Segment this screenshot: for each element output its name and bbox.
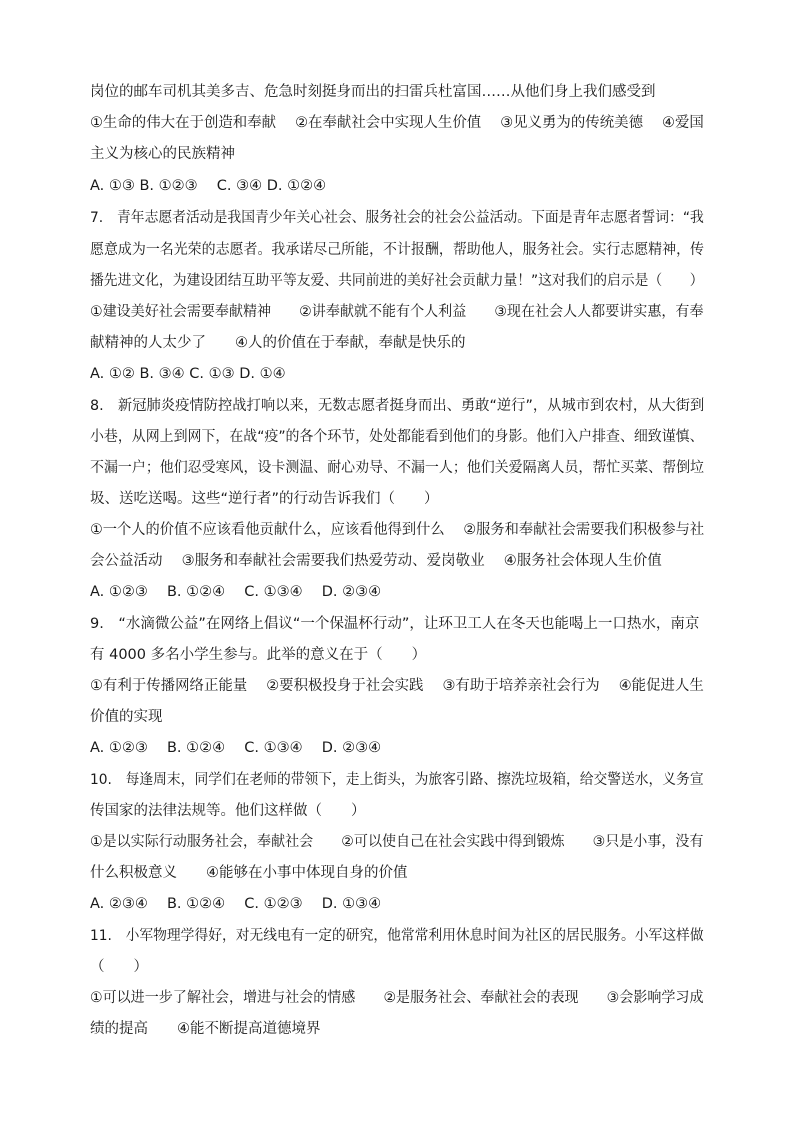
- text-line: 11. 小军物理学得好，对无线电有一定的研究，他常常利用休息时间为社区的居民服务。小军这样做: [90, 928, 704, 944]
- text-line: 8. 新冠肺炎疫情防控战打响以来，无数志愿者挺身而出、勇敢“逆行”，从城市到农村，从大街到: [90, 398, 705, 414]
- text-line: A. ①③ B. ①②③ C. ③④ D. ①②④: [90, 178, 327, 194]
- text-line: 10. 每逢周末，同学们在老师的带领下，走上街头，为旅客引路、擦洗垃圾箱，给交警送水，义务宣: [90, 772, 704, 788]
- text-line: 岗位的邮车司机其美多吉、危急时刻挺身而出的扫雷兵杜富国……从他们身上我们感受到: [90, 84, 656, 100]
- text-line: 主义为核心的民族精神: [90, 146, 235, 162]
- text-line: 9. “水滴微公益”在网络上倡议“一个保温杯行动”，让环卫工人在冬天也能喝上一口热水，南京: [90, 616, 700, 632]
- text-line: 绩的提高 ④能不断提高道德境界: [90, 1021, 321, 1037]
- text-line: 愿意成为一名光荣的志愿者。我承诺尽己所能，不计报酬，帮助他人，服务社会。实行志愿精神，传: [90, 242, 704, 258]
- text-line: A. ①②③ B. ①②④ C. ①③④ D. ②③④: [90, 740, 382, 756]
- text-line: ①生命的伟大在于创造和奉献 ②在奉献社会中实现人生价值 ③见义勇为的传统美德 ④爱国: [90, 115, 704, 131]
- text-line: ①有利于传播网络正能量 ②要积极投身于社会实践 ③有助于培养亲社会行为 ④能促进人生: [90, 678, 704, 694]
- text-line: 献精神的人太少了 ④人的价值在于奉献，奉献是快乐的: [90, 335, 466, 351]
- text-line: （ ）: [90, 959, 148, 975]
- text-line: 不漏一户；他们忍受寒风，设卡测温、耐心劝导、不漏一人；他们关爱隔离人员，帮忙买菜、帮倒垃: [90, 460, 704, 476]
- text-line: ①建设美好社会需要奉献精神 ②讲奉献就不能有个人利益 ③现在社会人人都要讲实惠，有奉: [90, 304, 704, 320]
- text-line: 价值的实现: [90, 709, 163, 725]
- text-line: 什么积极意义 ④能够在小事中体现自身的价值: [90, 865, 408, 881]
- text-line: 有 4000 多名小学生参与。此举的意义在于（ ）: [90, 647, 427, 663]
- text-line: ①可以进一步了解社会，增进与社会的情感 ②是服务社会、奉献社会的表现 ③会影响学习成: [90, 990, 704, 1006]
- text-line: 7. 青年志愿者活动是我国青少年关心社会、服务社会的社会公益活动。下面是青年志愿者誓词：“我: [90, 210, 704, 226]
- text-line: A. ①②③ B. ①②④ C. ①③④ D. ②③④: [90, 584, 382, 600]
- text-line: 传国家的法律法规等。他们这样做（ ）: [90, 803, 366, 819]
- text-line: A. ①② B. ③④ C. ①③ D. ①④: [90, 366, 286, 382]
- text-line: 圾、送吃送喝。这些“逆行者”的行动告诉我们（ ）: [90, 491, 439, 507]
- text-line: 会公益活动 ③服务和奉献社会需要我们热爱劳动、爱岗敬业 ④服务社会体现人生价值: [90, 553, 662, 569]
- text-line: 播先进文化，为建设团结互助平等友爱、共同前进的美好社会贡献力量！”这对我们的启示是（ ）: [90, 273, 704, 289]
- text-line: A. ②③④ B. ①②④ C. ①②③ D. ①③④: [90, 896, 382, 912]
- text-line: ①是以实际行动服务社会，奉献社会 ②可以使自己在社会实践中得到锻炼 ③只是小事，没有: [90, 834, 704, 850]
- text-line: ①一个人的价值不应该看他贡献什么，应该看他得到什么 ②服务和奉献社会需要我们积极参与社: [90, 522, 705, 538]
- text-line: 小巷，从网上到网下，在战“疫”的各个环节，处处都能看到他们的身影。他们入户排查、细致谨慎、: [90, 429, 704, 445]
